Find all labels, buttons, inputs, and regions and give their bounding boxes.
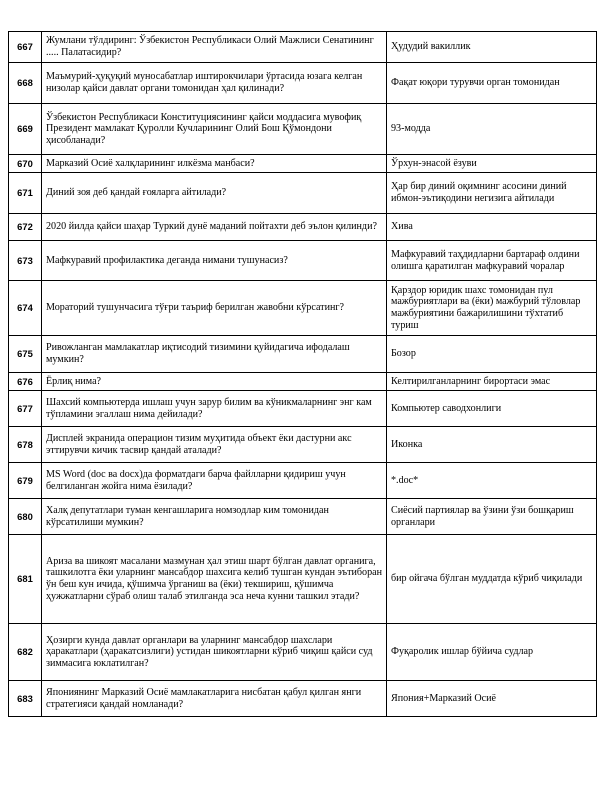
table-row bbox=[9, 173, 597, 214]
table-row bbox=[9, 373, 597, 391]
question-cell: Дисплей экранида операцион тизим муҳитида объект ёки дастурни акс эттирувчи кичик тасвир қандай аталади? bbox=[42, 427, 387, 463]
question-cell: Мафкуравий профилактика деганда нимани тушунасиз? bbox=[42, 241, 387, 281]
table-row bbox=[9, 535, 597, 624]
answer-cell: Мафкуравий таҳдидларни бартараф олдини олишга қаратилган мафкуравий чоралар bbox=[387, 241, 597, 281]
row-number: 678 bbox=[9, 427, 42, 463]
row-number: 667 bbox=[9, 32, 42, 63]
row-number: 671 bbox=[9, 173, 42, 214]
answer-cell: Сиёсий партиялар ва ўзини ўзи бошқариш органлари bbox=[387, 499, 597, 535]
row-number: 669 bbox=[9, 104, 42, 155]
table-row bbox=[9, 104, 597, 155]
question-cell: Ҳозирги кунда давлат органлари ва уларнинг мансабдор шахслари ҳаракатлари (ҳаракатсизлиги) устидан шикоятларни кўриб чиқиш қайси суд зиммасига юклатилган? bbox=[42, 624, 387, 681]
row-number: 677 bbox=[9, 391, 42, 427]
answer-cell: Япония+Марказий Осиё bbox=[387, 681, 597, 717]
row-number: 682 bbox=[9, 624, 42, 681]
table-row bbox=[9, 155, 597, 173]
table-row bbox=[9, 427, 597, 463]
question-cell: Ўзбекистон Республикаси Конституциясининг қайси моддасига мувофиқ Президент мамлакат Қуролли Кучларининг Олий Бош Қўмондони ҳисобланади? bbox=[42, 104, 387, 155]
question-cell: Маъмурий-ҳуқуқий муносабатлар иштирокчилари ўртасида юзага келган низолар қайси давлат органи томонидан ҳал қилинади? bbox=[42, 63, 387, 104]
question-cell: Ёрлиқ нима? bbox=[42, 373, 387, 391]
answer-cell: Қарздор юридик шахс томонидан пул мажбуриятлари ва (ёки) мажбурий тўловлар мажбуриятини бажарилишини тўхтатиб туриш bbox=[387, 281, 597, 336]
question-cell: Ариза ва шикоят масалани мазмунан ҳал этиш шарт бўлган давлат органига, ташкилотга ёки уларнинг мансабдор шахсига келиб тушган кундан эътиборан ўн беш кун ичида, қўшимча ўрганиш ва (ёки) текшириш, қўшимча ҳужжатларни сўраб олиш талаб этилганда эса неча кунни ташкил этади? bbox=[42, 535, 387, 624]
answer-cell: Бозор bbox=[387, 336, 597, 373]
row-number: 674 bbox=[9, 281, 42, 336]
answer-cell: Ҳар бир диний оқимнинг асосини диний ибмон-эътиқодини негизига айтилади bbox=[387, 173, 597, 214]
question-answer-table bbox=[8, 31, 597, 717]
question-cell: Халқ депутатлари туман кенгашларига номзодлар ким томонидан кўрсатилиши мумкин? bbox=[42, 499, 387, 535]
answer-cell: 93-модда bbox=[387, 104, 597, 155]
row-number: 680 bbox=[9, 499, 42, 535]
table-row bbox=[9, 624, 597, 681]
answer-cell: Ҳудудий вакиллик bbox=[387, 32, 597, 63]
table-row bbox=[9, 214, 597, 241]
question-cell: Диний зоя деб қандай ғояларга айтилади? bbox=[42, 173, 387, 214]
question-cell: Мораторий тушунчасига тўғри таъриф берилган жавобни кўрсатинг? bbox=[42, 281, 387, 336]
row-number: 668 bbox=[9, 63, 42, 104]
answer-cell: Иконка bbox=[387, 427, 597, 463]
row-number: 670 bbox=[9, 155, 42, 173]
table-row bbox=[9, 63, 597, 104]
question-cell: MS Word (doc ва docx)да форматдаги барча файлларни қидириш учун белгиланган жойга нима ёзилади? bbox=[42, 463, 387, 499]
row-number: 672 bbox=[9, 214, 42, 241]
row-number: 683 bbox=[9, 681, 42, 717]
answer-cell: бир ойгача бўлган муддатда кўриб чиқилади bbox=[387, 535, 597, 624]
answer-cell: Компьютер саводхонлиги bbox=[387, 391, 597, 427]
question-cell: 2020 йилда қайси шаҳар Туркий дунё маданий пойтахти деб эълон қилинди? bbox=[42, 214, 387, 241]
row-number: 673 bbox=[9, 241, 42, 281]
answer-cell: Келтирилганларнинг бирортаси эмас bbox=[387, 373, 597, 391]
answer-cell: Хива bbox=[387, 214, 597, 241]
question-cell: Шахсий компьютерда ишлаш учун зарур билим ва кўникмаларнинг энг кам тўпламини эгаллаш нима дейилади? bbox=[42, 391, 387, 427]
table-row bbox=[9, 336, 597, 373]
row-number: 681 bbox=[9, 535, 42, 624]
question-cell: Жумлани тўлдиринг: Ўзбекистон Республикаси Олий Мажлиси Сенатининг ..... Палатасидир? bbox=[42, 32, 387, 63]
question-cell: Ривожланган мамлакатлар иқтисодий тизимини қуйидагича ифодалаш мумкин? bbox=[42, 336, 387, 373]
table-row bbox=[9, 32, 597, 63]
table-row bbox=[9, 499, 597, 535]
answer-cell: Ўрхун-энасой ёзуви bbox=[387, 155, 597, 173]
row-number: 675 bbox=[9, 336, 42, 373]
answer-cell: Фуқаролик ишлар бўйича судлар bbox=[387, 624, 597, 681]
row-number: 676 bbox=[9, 373, 42, 391]
question-cell: Япониянинг Марказий Осиё мамлакатларига нисбатан қабул қилган янги стратегияси қандай номланади? bbox=[42, 681, 387, 717]
table-body bbox=[9, 32, 597, 717]
table-row bbox=[9, 281, 597, 336]
table-row bbox=[9, 463, 597, 499]
question-cell: Марказий Осиё халқларининг илкёзма манбаси? bbox=[42, 155, 387, 173]
table-row bbox=[9, 681, 597, 717]
table-row bbox=[9, 241, 597, 281]
answer-cell: *.doc* bbox=[387, 463, 597, 499]
answer-cell: Фақат юқори турувчи орган томонидан bbox=[387, 63, 597, 104]
row-number: 679 bbox=[9, 463, 42, 499]
table-row bbox=[9, 391, 597, 427]
